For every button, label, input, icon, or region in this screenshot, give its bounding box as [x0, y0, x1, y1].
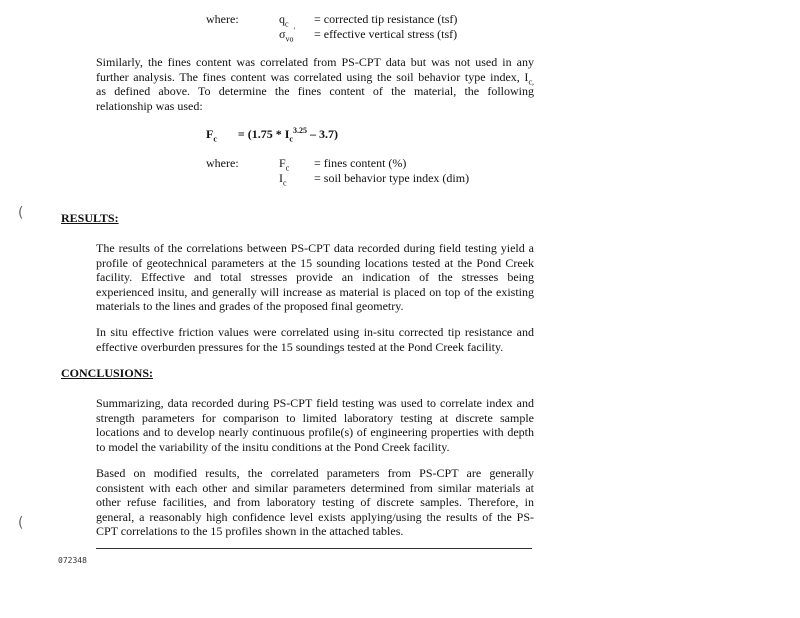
desc-qc: = corrected tip resistance (tsf) [314, 12, 458, 26]
desc-fc: = fines content (%) [314, 156, 407, 170]
punch-hole-mark-upper: ( [18, 205, 24, 221]
conclusions-paragraph-2 [96, 466, 534, 539]
symbol-fc: $F_c$ [279, 156, 290, 173]
results-p1-line-2: profile of geotechnical parameters at the 15 sounding locations tested at the Pond Creek [96, 255, 534, 270]
conclusions-p2-line-4: general, a reasonably high confidence level exists applying/using the results of the PS- [96, 509, 534, 524]
conclusions-paragraph-1 [96, 396, 534, 454]
punch-hole-mark-lower: ( [18, 515, 24, 531]
desc-ic: = soil behavior type index (dim) [314, 171, 470, 185]
results-p1-line-5: materials to the lines and grades of the proposed final geometry. [96, 299, 404, 313]
conclusions-p2-line-1: Based on modified results, the correlated parameters from PS-CPT are generally [96, 466, 534, 480]
results-p2-line-2: effective overburden pressures for the 15 soundings tested at the Pond Creek facility. [96, 339, 504, 354]
fines-line-1: Similarly, the fines content was correlated from PS-CPT data but was not used in any [96, 55, 534, 69]
conclusions-p1-line-2: strength parameters for comparison to limited laboratory testing at discrete sample [96, 410, 534, 425]
results-heading: RESULTS: [61, 211, 119, 225]
fines-line-2: further analysis. The fines content was correlated using the soil behavior type index, $I_{c,}$ [96, 69, 534, 86]
conclusions-heading: CONCLUSIONS: [61, 366, 154, 380]
footer-rule [96, 548, 532, 549]
results-p1-line-4: experienced insitu, and generally will increase as material is placed on top of the existing [96, 284, 534, 299]
conclusions-p2-line-5: CPT correlations to the 15 profiles shown in the attached tables. [96, 524, 404, 538]
conclusions-p2-line-3: other refuse facilities, and from laboratory testing of discrete samples. Therefore, in [96, 495, 534, 509]
results-p2-line-1: In situ effective friction values were correlated using in-situ corrected tip resistance and [96, 325, 534, 339]
fines-line-3: as defined above. To determine the fines content of the material, the following [96, 84, 534, 98]
symbol-sigma-vo: $\sigma_{vo}'$ [279, 26, 295, 44]
results-p1-line-3: facility. Effective and total stresses provide an indication of the stresses being [96, 270, 534, 284]
where-label-2: where: [206, 156, 239, 170]
conclusions-p1-line-4: to model the variability of the insitu conditions at the Pond Creek facility. [96, 439, 450, 454]
conclusions-p1-line-1: Summarizing, data recorded during PS-CPT field testing was used to correlate index and [96, 396, 534, 410]
fines-line-4: relationship was used: [96, 98, 203, 113]
fines-paragraph [96, 55, 534, 113]
symbol-qc: $q_c$ [279, 12, 289, 29]
symbol-ic: $I_c$ [279, 171, 287, 188]
footer-code: 072348 [58, 556, 87, 565]
desc-sigma-vo: = effective vertical stress (tsf) [314, 27, 458, 41]
results-p1-line-1: The results of the correlations between PS-CPT data recorded during field testing yield a [96, 241, 534, 255]
results-paragraph-1 [96, 241, 534, 314]
conclusions-p1-line-3: locations and to develop nearly continuous profile(s) of engineering properties with depth [96, 425, 534, 439]
where-label-1: where: [206, 12, 239, 26]
results-paragraph-2 [96, 325, 534, 354]
fines-formula: $F_c = (1.75 * I_c^{3.25} - 3.7)$ [206, 126, 338, 144]
conclusions-p2-line-2: consistent with each other and similar parameters determined from similar materials at [96, 480, 534, 495]
